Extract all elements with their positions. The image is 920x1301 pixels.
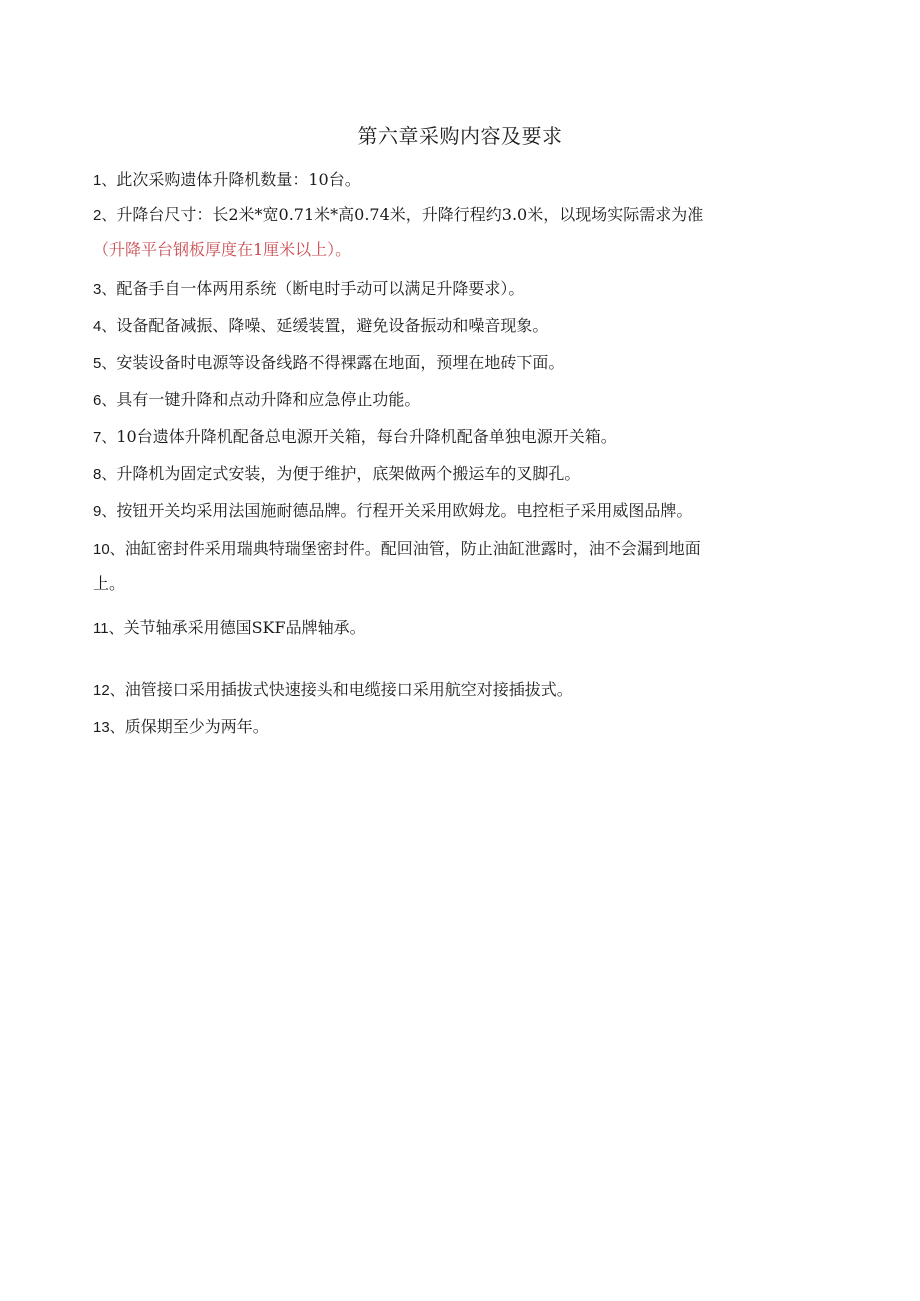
list-item <box>93 387 813 414</box>
item-text: 油缸密封件采用瑞典特瑞堡密封件。配回油管，防止油缸泄露时，油不会漏到地面 <box>124 539 701 558</box>
list-item <box>93 615 813 642</box>
item-note: （升降平台钢板厚度在1厘米以上）。 <box>93 240 352 259</box>
item-number: 12、 <box>93 682 125 699</box>
item-text: 此次采购遗体升降机数量：10台。 <box>116 170 361 189</box>
list-item <box>93 276 813 303</box>
item-number: 4、 <box>93 318 117 335</box>
list-item <box>93 167 813 194</box>
item-text: 设备配备减振、降噪、延缓装置，避免设备振动和噪音现象。 <box>116 316 549 335</box>
item-text-continued: 上。 <box>93 574 126 593</box>
item-text: 质保期至少为两年。 <box>124 717 269 736</box>
item-number: 7、 <box>93 429 117 446</box>
item-text: 按钮开关均采用法国施耐德品牌。行程开关采用欧姆龙。电控柜子采用威图品牌。 <box>116 501 693 520</box>
item-number: 11、 <box>93 620 124 637</box>
list-item <box>93 536 813 597</box>
item-text: 安装设备时电源等设备线路不得裸露在地面，预埋在地砖下面。 <box>116 353 565 372</box>
item-text: 油管接口采用插拔式快速接头和电缆接口采用航空对接插拔式。 <box>124 680 573 699</box>
list-item <box>93 677 813 704</box>
page-title: 第六章采购内容及要求 <box>357 124 563 148</box>
list-item <box>93 202 813 263</box>
item-number: 1、 <box>93 172 117 189</box>
item-text: 10台遗体升降机配备总电源开关箱，每台升降机配备单独电源开关箱。 <box>116 427 617 446</box>
item-number: 10、 <box>93 541 125 558</box>
list-item <box>93 424 813 451</box>
list-item <box>93 313 813 340</box>
item-text: 升降台尺寸：长2米*宽0.71米*高0.74米，升降行程约3.0米，以现场实际需求为准 <box>116 205 704 224</box>
list-item <box>93 714 813 741</box>
list-item <box>93 350 813 377</box>
item-text: 具有一键升降和点动升降和应急停止功能。 <box>116 390 421 409</box>
item-number: 5、 <box>93 355 117 372</box>
item-number: 13、 <box>93 719 125 736</box>
item-text: 配备手自一体两用系统（断电时手动可以满足升降要求）。 <box>116 279 525 298</box>
item-number: 2、 <box>93 207 117 224</box>
item-number: 8、 <box>93 466 117 483</box>
item-text: 关节轴承采用德国SKF品牌轴承。 <box>123 618 366 637</box>
list-item <box>93 461 813 488</box>
item-number: 6、 <box>93 392 117 409</box>
item-text: 升降机为固定式安装，为便于维护，底架做两个搬运车的叉脚孔。 <box>116 464 581 483</box>
list-item <box>93 498 813 525</box>
item-number: 3、 <box>93 281 117 298</box>
item-number: 9、 <box>93 503 117 520</box>
